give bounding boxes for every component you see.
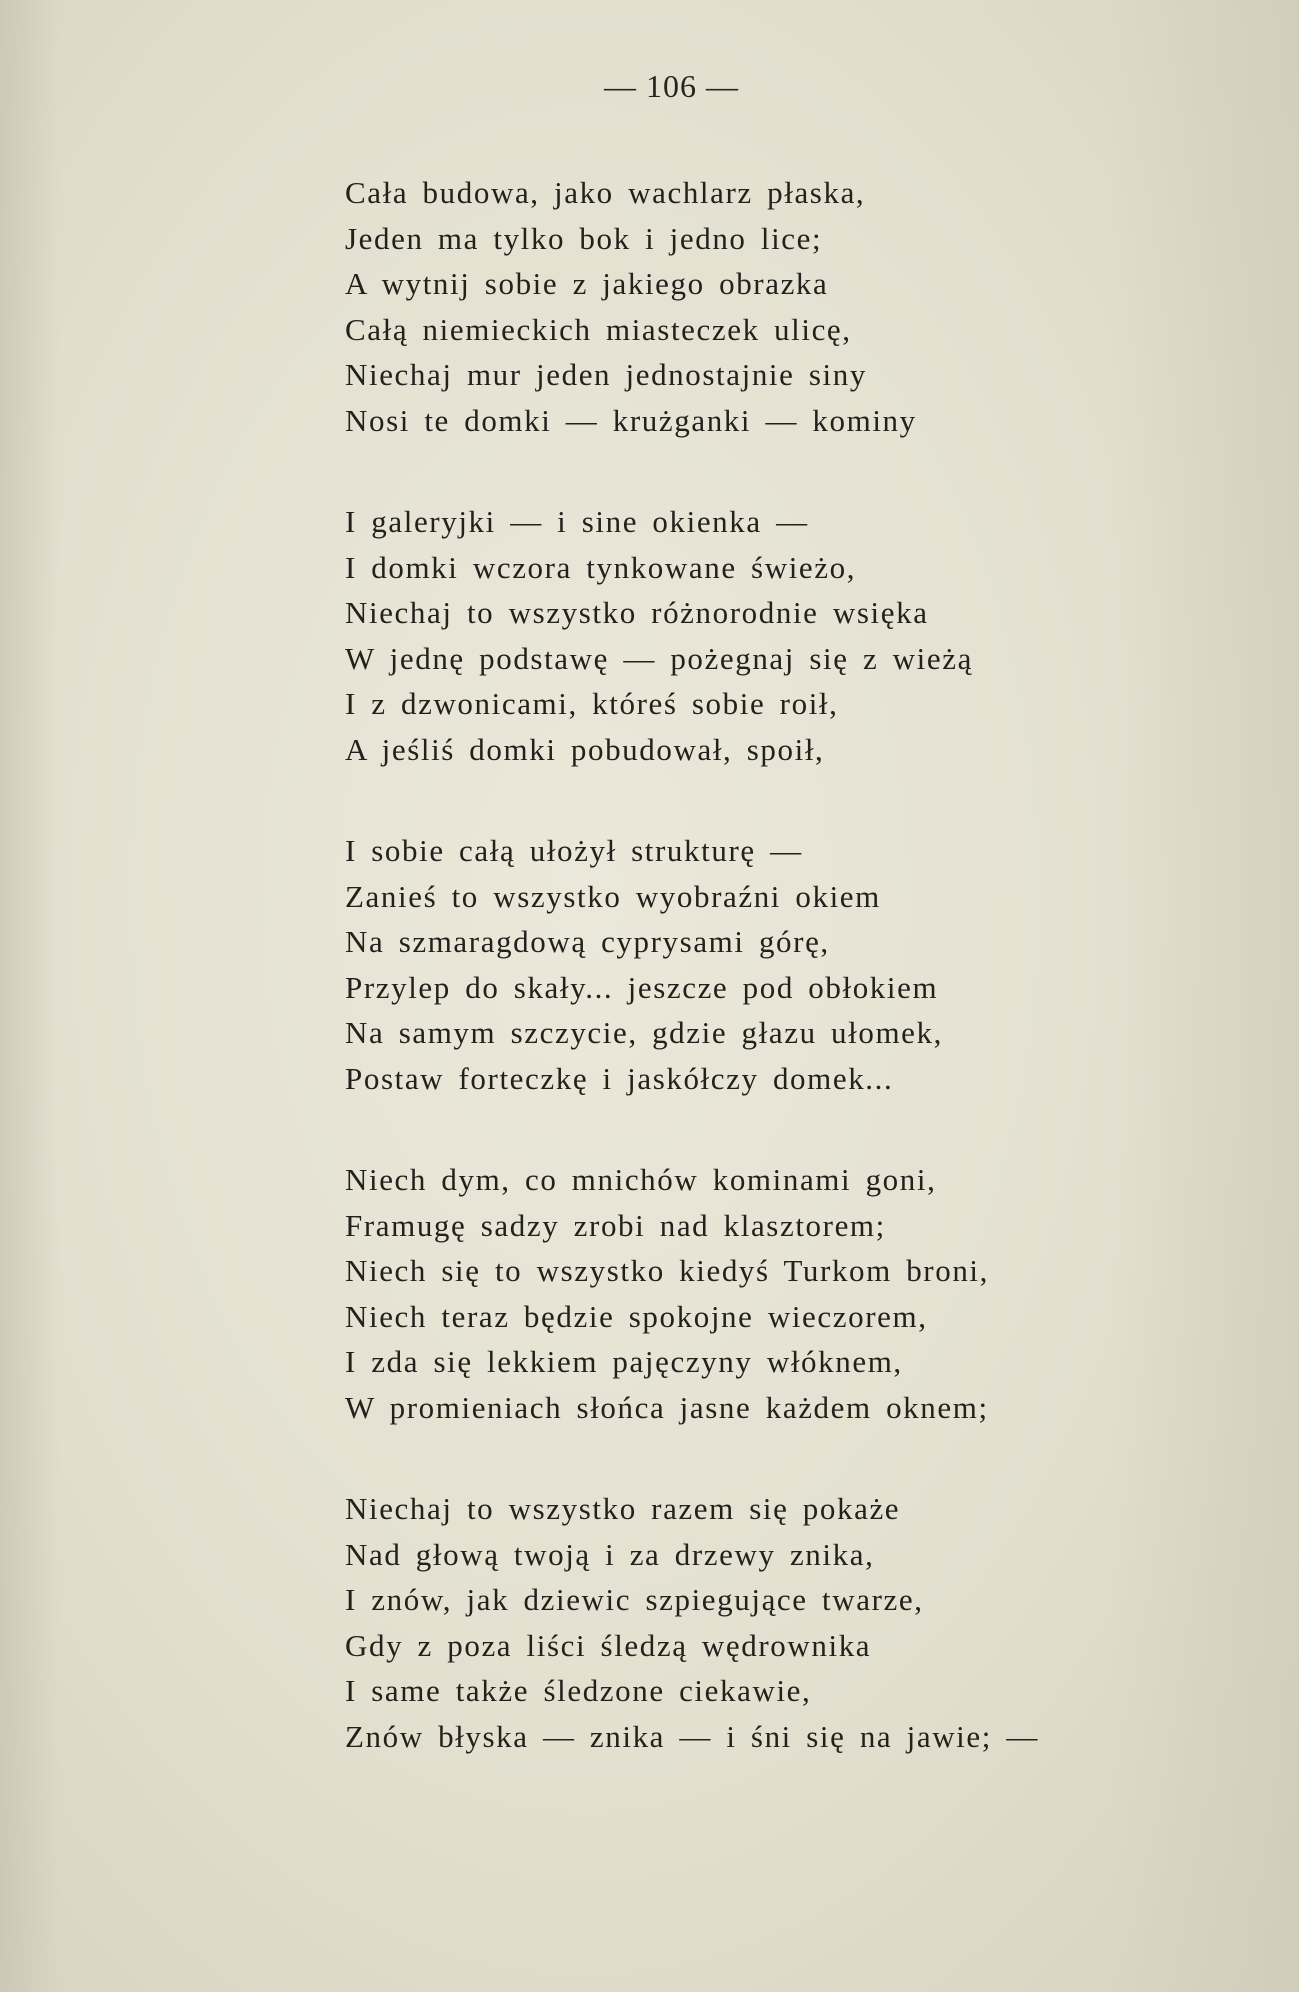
stanza-3 xyxy=(345,828,1145,1101)
verse-line: Jeden ma tylko bok i jedno lice; xyxy=(345,220,823,256)
verse-line: Niechaj to wszystko różnorodnie wsięka xyxy=(345,595,929,630)
spine-shadow xyxy=(0,0,60,1992)
verse-line: Niechaj mur jeden jednostajnie siny xyxy=(345,357,867,392)
poem-text xyxy=(345,170,1145,1815)
verse-line: Gdy z poza liści śledzą wędrownika xyxy=(345,1627,872,1663)
verse-line: Na samym szczycie, gdzie głazu ułomek, xyxy=(345,1015,943,1050)
verse-line: I znów, jak dziewic szpiegujące twarze, xyxy=(345,1582,924,1617)
verse-line: Postaw forteczkę i jaskółczy domek... xyxy=(345,1060,894,1096)
verse-line: I domki wczora tynkowane świeżo, xyxy=(345,549,857,585)
verse-line: I z dzwonicami, któreś sobie roił, xyxy=(345,686,839,721)
verse-line: Znów błyska — znika — i śni się na jawie; — xyxy=(345,1718,1039,1754)
verse-line: Niech teraz będzie spokojne wieczorem, xyxy=(345,1298,928,1334)
page-number: — 106 — xyxy=(604,68,739,104)
verse-line: Nad głową twoją i za drzewy znika, xyxy=(345,1536,875,1572)
verse-line: I galeryjki — i sine okienka — xyxy=(345,504,809,539)
stanza-2 xyxy=(345,499,1145,772)
verse-line: I same także śledzone ciekawie, xyxy=(345,1673,812,1708)
verse-line: W promieniach słońca jasne każdem oknem; xyxy=(345,1389,989,1425)
verse-line: I sobie całą ułożył strukturę — xyxy=(345,833,803,868)
verse-line: Niechaj to wszystko razem się pokaże xyxy=(345,1491,901,1526)
verse-line: A jeśliś domki pobudował, spoił, xyxy=(345,731,825,767)
verse-line: W jednę podstawę — pożegnaj się z wieżą xyxy=(345,640,973,676)
verse-line: I zda się lekkiem pajęczyny włóknem, xyxy=(345,1344,903,1379)
verse-line: Przylep do skały... jeszcze pod obłokiem xyxy=(345,969,939,1005)
stanza-5 xyxy=(345,1486,1145,1759)
verse-line: Nosi te domki — krużganki — kominy xyxy=(345,402,917,438)
stanza-1 xyxy=(345,170,1145,443)
verse-line: Na szmaragdową cyprysami górę, xyxy=(345,924,830,959)
verse-line: Cała budowa, jako wachlarz płaska, xyxy=(345,175,866,210)
verse-line: A wytnij sobie z jakiego obrazka xyxy=(345,266,829,301)
verse-line: Całą niemieckich miasteczek ulicę, xyxy=(345,311,852,347)
verse-line: Niech się to wszystko kiedyś Turkom broni, xyxy=(345,1253,989,1288)
stanza-4 xyxy=(345,1157,1145,1430)
verse-line: Zanieś to wszystko wyobraźni okiem xyxy=(345,878,881,914)
verse-line: Niech dym, co mnichów kominami goni, xyxy=(345,1162,937,1197)
verse-line: Framugę sadzy zrobi nad klasztorem; xyxy=(345,1207,886,1243)
